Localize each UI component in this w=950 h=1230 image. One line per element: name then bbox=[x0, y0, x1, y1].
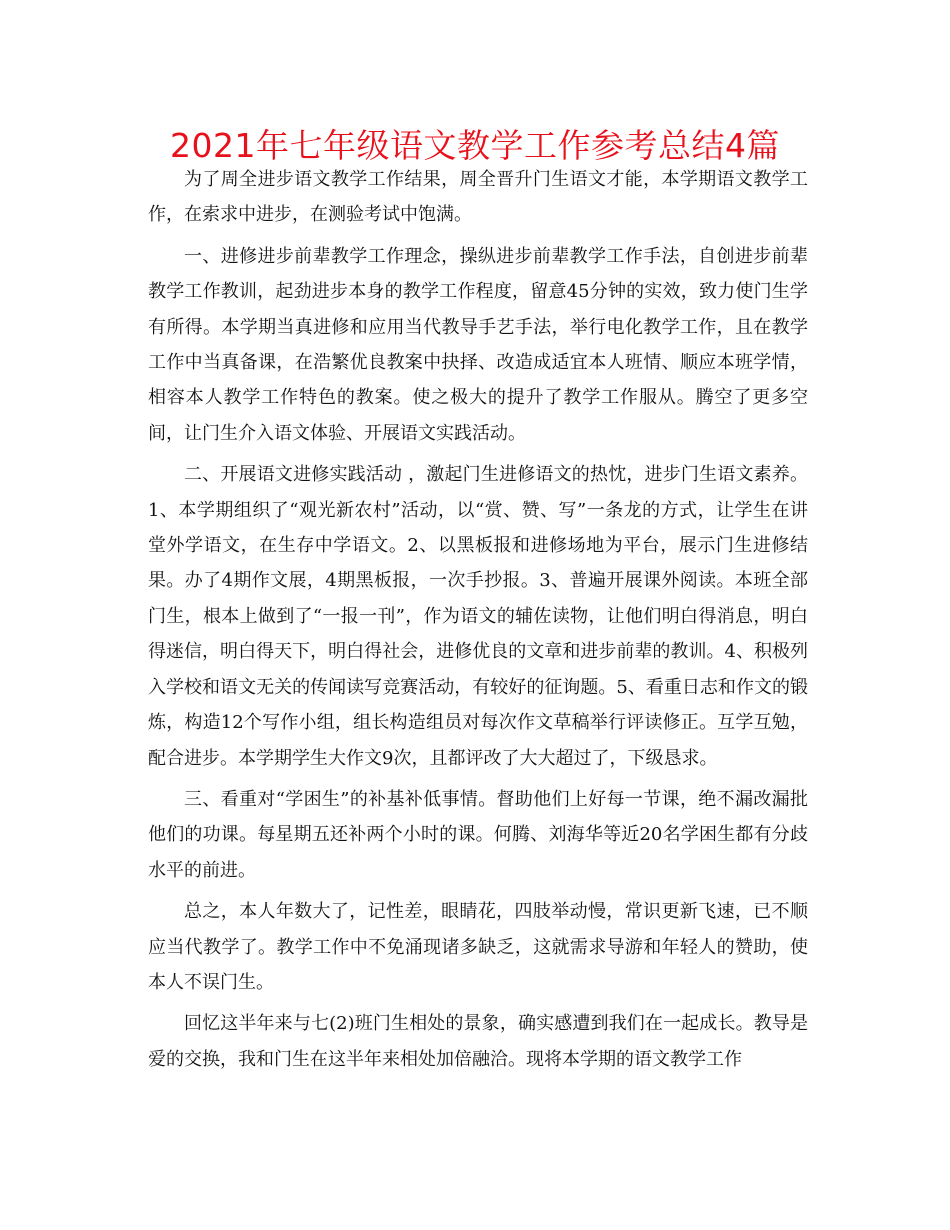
paragraph-review: 回忆这半年来与七(2)班门生相处的景象，确实感遭到我们在一起成长。教导是爱的交换，我和门生在这半年来相处加倍融洽。现将本学期的语文教学工作 bbox=[148, 1013, 808, 1070]
document-body bbox=[148, 162, 808, 1083]
paragraph-section-2: 二、开展语文进修实践活动 ，激起门生进修语文的热忱，进步门生语文素养。1、本学期组织了“观光新农村”活动，以“赏、赞、写”一条龙的方式，让学生在讲堂外学语文，在生存中学语文。2、以黑板报和进修场地为平台，展示门生进修结果。办了4期作文展，4期黑板报，一次手抄报。3、普遍开展课外阅读。本班全部门生，根本上做到了“一报一刊”，作为语文的辅佐读物，让他们明白得消息，明白得迷信，明白得天下，明白得社会，进修优良的文章和进步前辈的教训。4、积极列入学校和语文无关的传闻读写竞赛活动，有较好的征询题。5、看重日志和作文的锻炼，构造12个写作小组，组长构造组员对每次作文草稿举行评读修正。互学互勉，配合进步。本学期学生大作文9次，且都评改了大大超过了，下级恳求。 bbox=[148, 464, 808, 769]
paragraph-summary: 总之，本人年数大了，记性差，眼睛花，四肢举动慢，常识更新飞速，已不顺应当代教学了。教学工作中不免涌现诸多缺乏，这就需求导游和年轻人的赞助，使本人不误门生。 bbox=[148, 901, 808, 993]
document-title: 2021年七年级语文教学工作参考总结4篇 bbox=[170, 126, 780, 165]
paragraph-section-1: 一、进修进步前辈教学工作理念，操纵进步前辈教学工作手法，自创进步前辈教学工作教训，起劲进步本身的教学工作程度，留意45分钟的实效，致力使门生学有所得。本学期当真进修和应用当代教导手艺手法，举行电化教学工作，且在教学工作中当真备课，在浩繁优良教案中抉择、改造成适宜本人班情、顺应本班学情，相容本人教学工作特色的教案。使之极大的提升了教学工作服从。腾空了更多空间，让门生介入语文体验、开展语文实践活动。 bbox=[148, 245, 808, 444]
paragraph-intro: 为了周全进步语文教学工作结果，周全晋升门生语文才能，本学期语文教学工作，在索求中进步，在测验考试中饱满。 bbox=[148, 169, 808, 226]
paragraph-section-3: 三、看重对“学困生”的补基补低事情。督助他们上好每一节课，绝不漏改漏批他们的功课。每星期五还补两个小时的课。何腾、刘海华等近20名学困生都有分歧水平的前进。 bbox=[148, 788, 808, 881]
